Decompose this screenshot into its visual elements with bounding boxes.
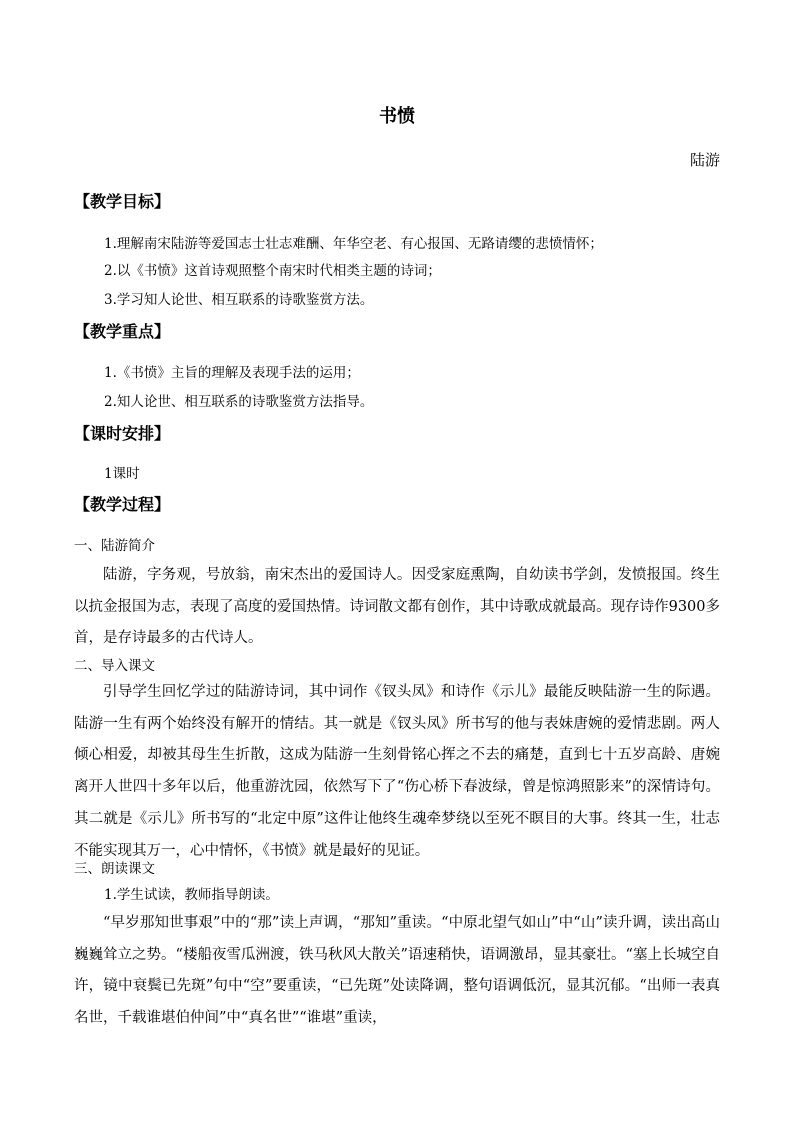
paragraph-lead-in: 引导学生回忆学过的陆游诗词，其中词作《钗头凤》和诗作《示儿》最能反映陆游一生的际遇。陆游一生有两个始终没有解开的情结。其一就是《钗头凤》所书写的他与表妹唐婉的爱情悲剧。两人倾心相爱，却被其母生生折散，这成为陆游一生刻骨铭心挥之不去的痛楚，直到七十五岁高龄、唐婉离开人世四十多年以后，他重游沈园，依然写下了“伤心桥下春波绿，曾是惊鸿照影来”的深情诗句。其二就是《示儿》所书写的“北定中原”这件让他终生魂牵梦绕以至死不瞑目的大事。终其一生，壮志不能实现其万一，心中情怀，《书愤》就是最好的见证。 [74,684,720,859]
heading-key-points: 【教学重点】 [74,322,171,341]
author-name: 陆游 [689,151,720,169]
heading-schedule: 【课时安排】 [74,424,171,443]
objective-item: 1.理解南宋陆游等爱国志士壮志难酬、年华空老、有心报国、无路请缨的悲愤情怀； [104,236,603,252]
objective-item: 3.学习知人论世、相互联系的诗歌鉴赏方法。 [104,292,374,308]
section-title-1: 一、陆游简介 [74,538,155,554]
page-title: 书愤 [379,106,415,127]
key-point-item: 1.《书愤》主旨的理解及表现手法的运用； [104,365,360,381]
paragraph-intro-author: 陆游，字务观，号放翁，南宋杰出的爱国诗人。因受家庭熏陶，自幼读书学剑，发愤报国。终生以抗金报国为志，表现了高度的爱国热情。诗词散文都有创作，其中诗歌成就最高。现存诗作9300多首，是存诗最多的古代诗人。 [74,567,720,647]
heading-objectives: 【教学目标】 [74,192,171,211]
reading-item: 1.学生试读，教师指导朗读。 [104,887,279,903]
heading-process: 【教学过程】 [74,495,171,514]
section-title-3: 三、朗读课文 [74,861,155,877]
objective-item: 2.以《书愤》这首诗观照整个南宋时代相类主题的诗词； [104,263,441,279]
section-title-2: 二、导入课文 [74,658,155,674]
key-point-item: 2.知人论世、相互联系的诗歌鉴赏方法指导。 [104,394,374,410]
paragraph-reading-guide: “早岁那知世事艰”中的“那”读上声调，“那知”重读。“中原北望气如山”中“山”读升调，读出高山巍巍耸立之势。“楼船夜雪瓜洲渡，铁马秋风大散关”语速稍快，语调激昂，显其豪壮。“塞上长城空自许，镜中衰鬓已先斑”句中“空”要重读，“已先斑”处读降调，整句语调低沉，显其沉郁。“出师一表真名世，千载谁堪伯仲间”中“真名世”“谁堪”重读， [74,915,720,1027]
schedule-value: 1课时 [104,466,140,482]
